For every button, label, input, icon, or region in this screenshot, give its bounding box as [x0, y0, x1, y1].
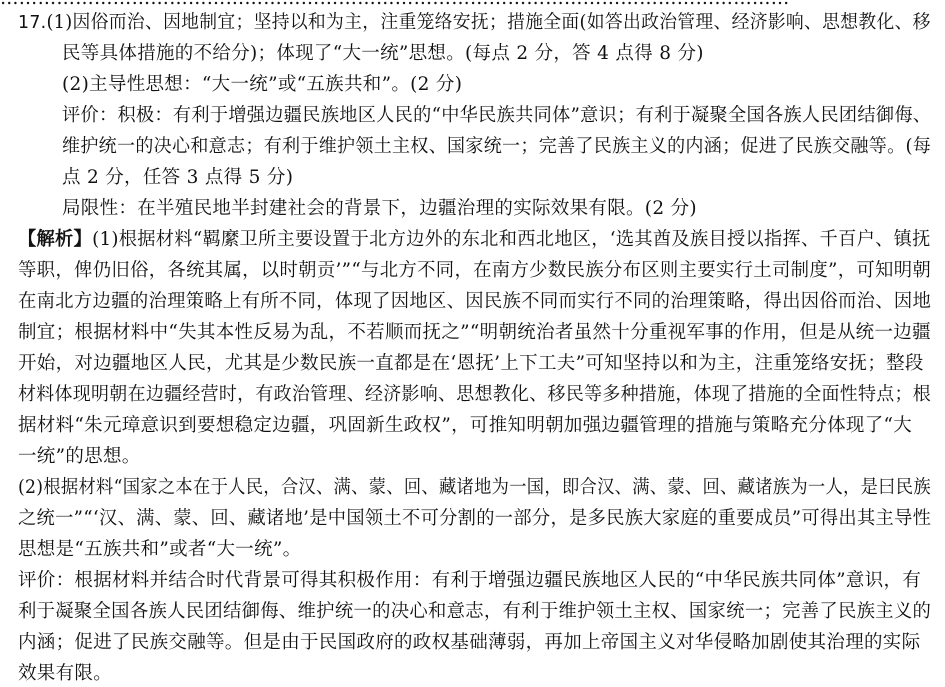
analysis-a1-line-8: 一统”的思想。 — [18, 446, 141, 467]
analysis-a1-line-7: 据材料“朱元璋意识到要想稳定边疆，巩固新生政权”，可推知明朝加强边疆管理的措施与策略充分体现了“大 — [18, 415, 913, 436]
answer-p2-line-3: 维护统一的决心和意志；有利于维护领土主权、国家统一；完善了民族主义的内涵；促进了民族交融等。(每 — [62, 136, 932, 157]
answer-line-1 — [18, 10, 931, 36]
analysis-a1-line-5: 开始，对边疆地区人民，尤其是少数民族一直都是在‘恩抚’上下工夫”可知坚持以和为主，注重笼络安抚；整段 — [18, 353, 924, 374]
question-number: 17. — [18, 12, 47, 33]
analysis-a2-line-3: 思想是“五族共和”或者“大一统”。 — [18, 539, 302, 560]
analysis-a1-line-6: 材料体现明朝在边疆经营时，有政治管理、经济影响、思想教化、移民等多种措施，体现了措施的全面性特点；根 — [18, 384, 932, 405]
analysis-a1-line-2: 等职，俾仍旧俗，各统其属，以时朝贡’”“与北方不同，在南方少数民族分布区则主要实行土司制度”，可知明朝 — [18, 260, 932, 281]
analysis-tag: 【解析】 — [18, 229, 93, 250]
analysis-a1-line-3: 在南北方边疆的治理策略上有所不同，体现了因地区、因民族不同而实行不同的治理策略，得出因俗而治、因地 — [18, 291, 932, 312]
analysis-a2-line-4: 评价：根据材料并结合时代背景可得其积极作用：有利于增强边疆民族地区人民的“中华民族共同体”意识，有 — [18, 570, 922, 591]
analysis-line-1 — [18, 227, 931, 253]
answer-p1-line-2: 民等具体措施的不给分)；体现了“大一统”思想。(每点 2 分，答 4 点得 8 分) — [62, 43, 704, 64]
answer-p1-line-1: (1)因俗而治、因地制宜；坚持以和为主，注重笼络安抚；措施全面(如答出政治管理、经济影响、思想教化、移 — [46, 12, 931, 33]
analysis-a2-line-5: 利于凝聚全国各族人民团结御侮、维护统一的决心和意志，有利于维护领土主权、国家统一；完善了民族主义的 — [18, 601, 932, 622]
analysis-a2-line-2: 之统一”“‘汉、满、蒙、回、藏诸地’是中国领土不可分割的一部分，是多民族大家庭的重要成员”可得出其主导性 — [18, 508, 932, 529]
answer-p2-line-5: 局限性：在半殖民地半封建社会的背景下，边疆治理的实际效果有限。(2 分) — [62, 198, 697, 219]
answer-p2-line-2: 评价：积极：有利于增强边疆民族地区人民的“中华民族共同体”意识；有利于凝聚全国各族人民团结御侮、 — [62, 105, 932, 126]
analysis-a2-line-1: (2)根据材料“国家之本在于人民，合汉、满、蒙、回、藏诸地为一国，即合汉、满、蒙、回、藏诸族为一人，是曰民族 — [18, 477, 931, 498]
answer-p2-line-4: 点 2 分，任答 3 点得 5 分) — [62, 167, 294, 188]
analysis-a1-line-4: 制宜；根据材料中“失其本性反易为乱，不若顺而抚之”“明朝统治者虽然十分重视军事的作用，但是从统一边疆 — [18, 322, 931, 343]
answer-p2-line-1: (2)主导性思想：“大一统”或“五族共和”。(2 分) — [62, 74, 463, 95]
analysis-a2-line-7: 效果有限。 — [18, 663, 113, 684]
analysis-a2-line-6: 内涵；促进了民族交融等。但是由于民国政府的政权基础薄弱，再加上帝国主义对华侵略加剧使其治理的实际 — [18, 632, 921, 653]
analysis-a1-line-1: (1)根据材料“羁縻卫所主要设置于北方边外的东北和西北地区，‘选其酋及族目授以指挥、千百户、镇抚 — [92, 229, 931, 250]
